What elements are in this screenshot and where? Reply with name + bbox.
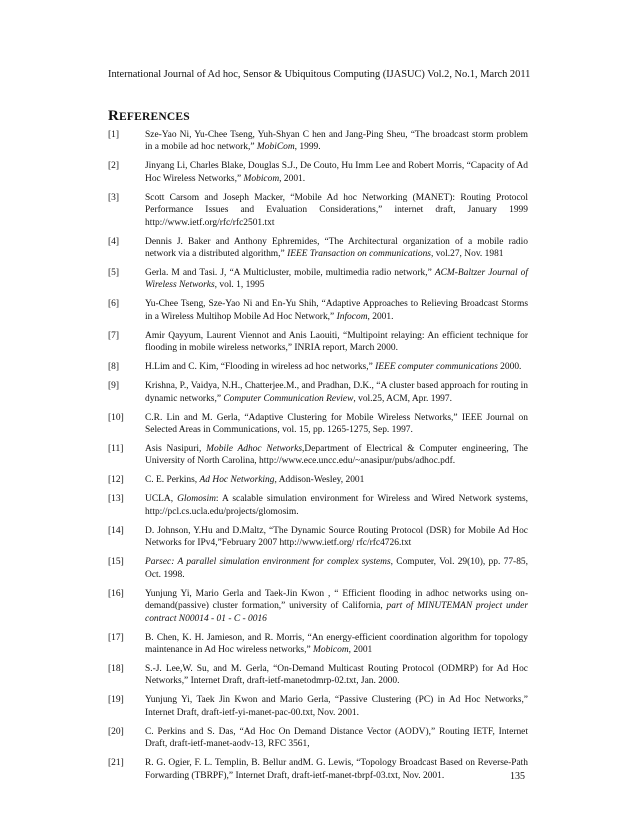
- reference-number: [2]: [108, 161, 120, 172]
- reference-text: [145, 493, 528, 518]
- reference-item: [108, 474, 528, 486]
- reference-italic-segment: Parsec: A parallel simulation environment for complex systems: [145, 557, 391, 568]
- reference-item: [108, 757, 528, 782]
- reference-italic-segment: Ad Hoc Networking: [199, 475, 275, 486]
- reference-number: [8]: [108, 362, 120, 373]
- reference-item: [108, 236, 528, 261]
- reference-text-segment: D. Johnson, Y.Hu and D.Maltz, “The Dynamic Source Routing Protocol (DSR) for Mobile Ad Hoc Networks for IPv4,”February 2007 http://www.ietf.org/ rfc/rfc4726.txt: [145, 525, 528, 549]
- reference-text-segment: UCLA,: [145, 494, 178, 505]
- reference-number: [12]: [108, 475, 124, 486]
- reference-italic-segment: Mobile Adhoc Networks: [206, 444, 303, 455]
- reference-text-segment: Krishna, P., Vaidya, N.H., Chatterjee.M., and Pradhan, D.K., “A cluster based approach for routing in dynamic networks,”: [145, 381, 528, 404]
- reference-number: [4]: [108, 236, 120, 247]
- reference-text-segment: , 2001.: [367, 311, 394, 322]
- reference-item: [108, 129, 528, 154]
- reference-text: [145, 726, 528, 751]
- reference-item: [108, 556, 528, 581]
- reference-text-segment: B. Chen, K. H. Jamieson, and R. Morris, “An energy-efficient coordination algorithm for topology maintenance in Ad Hoc wireless networks,”: [145, 632, 528, 655]
- reference-number: [13]: [108, 494, 124, 505]
- reference-text: [145, 361, 528, 373]
- reference-item: [108, 267, 528, 292]
- reference-text-segment: , vol.25, ACM, Apr. 1997.: [353, 393, 452, 404]
- reference-italic-segment: Computer Communication Review: [223, 393, 354, 404]
- reference-text-segment: , 2001: [348, 644, 373, 655]
- reference-italic-segment: Glomosim: [177, 494, 216, 505]
- section-title-cap: R: [108, 108, 120, 124]
- reference-text-segment: , 1999.: [294, 142, 321, 153]
- reference-item: [108, 663, 528, 688]
- reference-item: [108, 525, 528, 550]
- reference-text-segment: , Computer, Vol. 29(10), pp. 77-85, Oct. 1998.: [145, 557, 528, 580]
- reference-item: [108, 726, 528, 751]
- reference-text: [145, 412, 528, 437]
- reference-text: [145, 474, 528, 486]
- reference-text: [145, 757, 528, 782]
- reference-text-segment: Yunjung Yi, Mario Gerla and Taek-Jin Kwon , “ Efficient flooding in adhoc networks using on-demand(passive) cluster formation,” university of California,: [145, 588, 528, 612]
- reference-item: [108, 298, 528, 323]
- reference-italic-segment: IEEE Transaction on communications,: [287, 249, 434, 260]
- reference-text: [145, 588, 528, 625]
- reference-item: [108, 380, 528, 405]
- reference-italic-segment: part of MINUTEMAN project under contract N00014 - 01 - C - 0016: [145, 601, 528, 624]
- reference-text-segment: , 2001.: [279, 173, 306, 184]
- reference-text: [145, 694, 528, 719]
- reference-text: [145, 160, 528, 185]
- reference-text-segment: Sze-Yao Ni, Yu-Chee Tseng, Yuh-Shyan C hen and Jang-Ping Sheu, “The broadcast storm problem in a mobile ad hoc network,”: [145, 130, 528, 153]
- reference-number: [16]: [108, 588, 124, 599]
- reference-text: [145, 632, 528, 657]
- reference-number: [11]: [108, 444, 124, 455]
- reference-text-segment: Asis Nasipuri,: [145, 444, 207, 455]
- reference-text-segment: Yu-Chee Tseng, Sze-Yao Ni and En-Yu Shih, “Adaptive Approaches to Relieving Broadcast Storms in a Wireless Multihop Mobile Ad Hoc Network,”: [145, 299, 528, 322]
- reference-number: [18]: [108, 663, 124, 674]
- reference-text: [145, 298, 528, 323]
- reference-text-segment: ,Department of Electrical & Computer engineering, The University of North Carolina, http://www.ece.uncc.edu/~anasipur/pubs/adhoc.pdf.: [145, 444, 528, 467]
- reference-item: [108, 443, 528, 468]
- reference-item: [108, 361, 528, 373]
- reference-number: [20]: [108, 726, 124, 737]
- reference-text: [145, 236, 528, 261]
- reference-text: [145, 380, 528, 405]
- reference-item: [108, 493, 528, 518]
- reference-italic-segment: ACM-Baltzer Journal of Wireless Networks: [145, 268, 528, 291]
- reference-text: [145, 192, 528, 229]
- reference-text: [145, 443, 528, 468]
- reference-text-segment: H.Lim and C. Kim, “Flooding in wireless ad hoc networks,”: [145, 362, 376, 373]
- reference-text-segment: C. E. Perkins,: [145, 475, 200, 486]
- reference-text: [145, 330, 528, 355]
- reference-item: [108, 588, 528, 625]
- reference-list: [108, 129, 528, 789]
- reference-text: [145, 267, 528, 292]
- reference-item: [108, 160, 528, 185]
- reference-text: [145, 129, 528, 154]
- reference-number: [6]: [108, 299, 120, 310]
- reference-item: [108, 412, 528, 437]
- reference-number: [17]: [108, 632, 124, 643]
- reference-number: [9]: [108, 381, 120, 392]
- reference-text-segment: vol.27, Nov. 1981: [433, 249, 504, 260]
- reference-text: [145, 525, 528, 550]
- reference-italic-segment: Mobicom: [313, 644, 349, 655]
- reference-number: [7]: [108, 330, 120, 341]
- reference-number: [10]: [108, 412, 124, 423]
- section-title-rest: EFERENCES: [119, 111, 190, 123]
- reference-text-segment: Gerla. M and Tasi. J, “A Multicluster, mobile, multimedia radio network,”: [145, 268, 435, 279]
- reference-text-segment: R. G. Ogier, F. L. Templin, B. Bellur andM. G. Lewis, “Topology Broadcast Based on Reverse-Path Forwarding (TBRPF),” Internet Draft, draft-ietf-manet-tbrpf-03.txt, Nov. 2001.: [145, 758, 528, 781]
- reference-text: [145, 556, 528, 581]
- reference-italic-segment: IEEE computer communications: [375, 362, 498, 373]
- reference-number: [15]: [108, 557, 124, 568]
- reference-number: [1]: [108, 130, 120, 140]
- reference-item: [108, 330, 528, 355]
- reference-text: [145, 663, 528, 688]
- reference-text-segment: 2000.: [497, 362, 522, 373]
- reference-italic-segment: Infocom: [336, 311, 368, 322]
- reference-text-segment: Yunjung Yi, Taek Jin Kwon and Mario Gerla, “Passive Clustering (PC) in Ad Hoc Networks,” Internet Draft, draft-ietf-yi-manet-pac-00.txt, Nov. 2001.: [145, 695, 528, 718]
- reference-text-segment: Dennis J. Baker and Anthony Ephremides, “The Architectural organization of a mobile radio network via a distributed algorithm,”: [145, 236, 528, 260]
- running-header: International Journal of Ad hoc, Sensor & Ubiquitous Computing (IJASUC) Vol.2, No.1, March 2011: [108, 69, 531, 80]
- reference-item: [108, 694, 528, 719]
- reference-text-segment: , vol. 1, 1995: [214, 280, 265, 291]
- reference-number: [19]: [108, 695, 124, 706]
- reference-text-segment: C. Perkins and S. Das, “Ad Hoc On Demand Distance Vector (AODV),” Routing IETF, Internet Draft, draft-ietf-manet-aodv-13, RFC 3561,: [145, 726, 528, 750]
- reference-text-segment: : A scalable simulation environment for Wireless and Wired Network systems, http://pcl.cs.ucla.edu/projects/glomosim.: [145, 494, 528, 517]
- reference-text-segment: , Addison-Wesley, 2001: [274, 475, 365, 486]
- reference-italic-segment: Mobicom: [243, 173, 280, 184]
- reference-number: [21]: [108, 758, 124, 769]
- reference-item: [108, 192, 528, 229]
- reference-item: [108, 632, 528, 657]
- reference-text-segment: Jinyang Li, Charles Blake, Douglas S.J., De Couto, Hu Imm Lee and Robert Morris, “Capacity of Ad Hoc Wireless Networks,”: [145, 161, 528, 184]
- reference-text-segment: Amir Qayyum, Laurent Viennot and Anis Laouiti, “Multipoint relaying: An efficient technique for flooding in mobile wireless networks,” INRIA report, March 2000.: [145, 330, 528, 354]
- reference-number: [3]: [108, 192, 120, 203]
- reference-text-segment: C.R. Lin and M. Gerla, “Adaptive Clustering for Mobile Wireless Networks,” IEEE Journal on Selected Areas in Communications, vol. 15, pp. 1265-1275, Sep. 1997.: [145, 412, 528, 436]
- reference-number: [14]: [108, 525, 124, 536]
- reference-text-segment: S.-J. Lee,W. Su, and M. Gerla, “On-Demand Multicast Routing Protocol (ODMRP) for Ad Hoc Networks,” Internet Draft, draft-ietf-manetodmrp-02.txt, Jan. 2000.: [145, 663, 528, 687]
- section-title: [108, 108, 190, 125]
- reference-number: [5]: [108, 268, 120, 279]
- reference-italic-segment: MobiCom: [256, 142, 295, 153]
- page-number: 135: [510, 771, 525, 782]
- reference-text-segment: Scott Carsom and Joseph Macker, “Mobile Ad hoc Networking (MANET): Routing Protocol Performance Issues and Evaluation Considerations,” internet draft, January 1999 http://www.ietf.org/rfc/rfc2501.txt: [145, 192, 528, 228]
